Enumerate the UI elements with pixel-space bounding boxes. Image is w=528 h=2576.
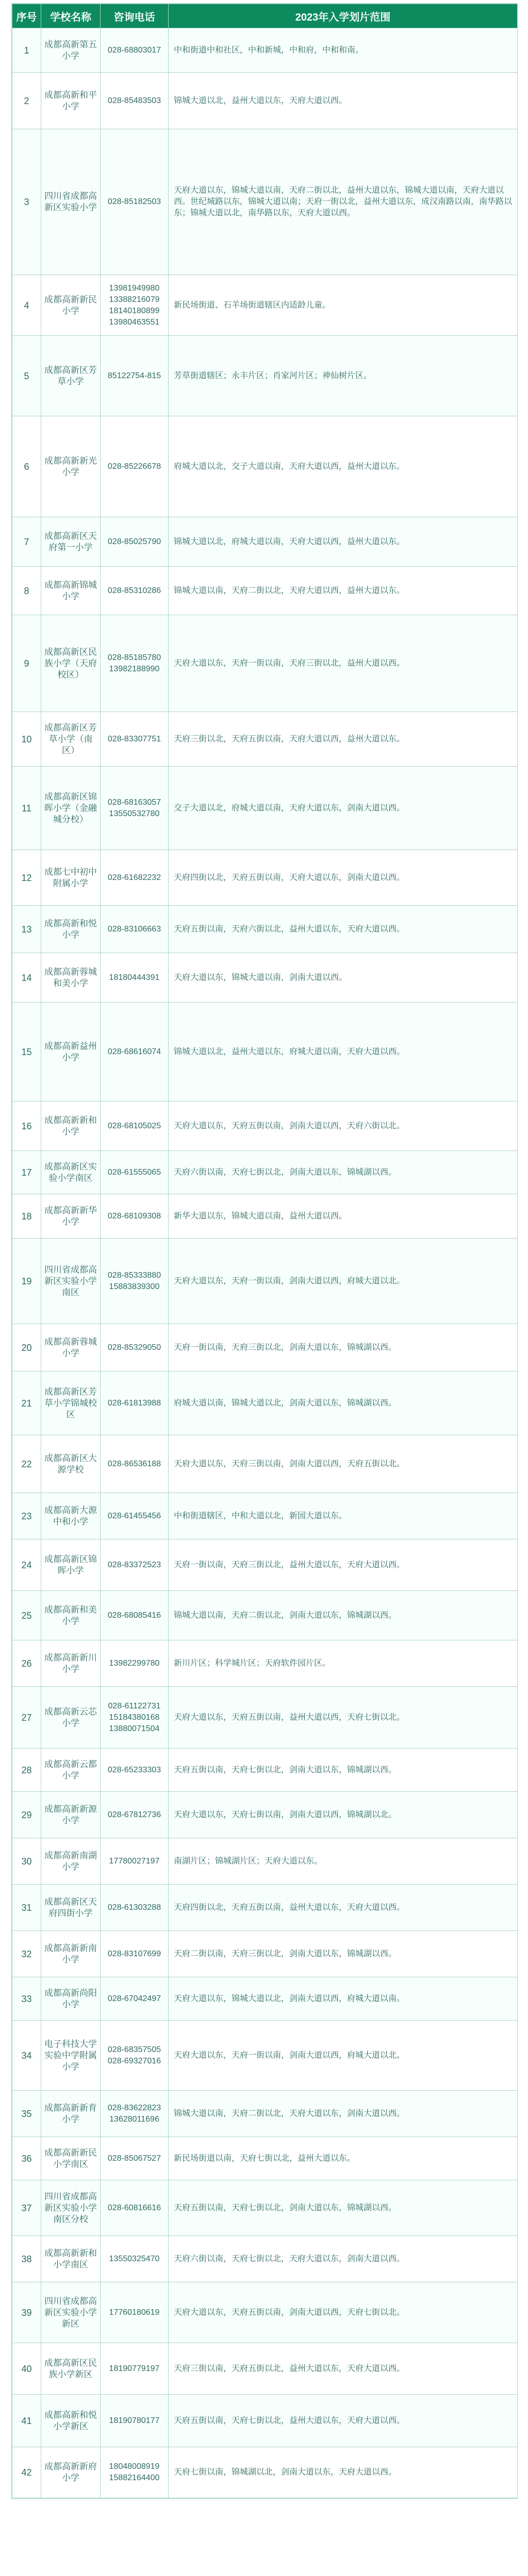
phone-cell: 028-68109308	[101, 1194, 169, 1239]
sequence-cell: 42	[12, 2447, 41, 2498]
sequence-cell: 23	[12, 1493, 41, 1539]
table-row	[12, 1687, 518, 1749]
table-row	[12, 1101, 518, 1151]
school-name-cell: 成都高新云芯小学	[41, 1687, 101, 1749]
sequence-cell: 2	[12, 73, 41, 129]
school-name-cell: 成都高新区芳草小学（南区）	[41, 712, 101, 767]
sequence-cell: 37	[12, 2180, 41, 2236]
enrollment-scope-cell: 锦城大道以南，天府二街以北，剑南大道以东，锦城湖以西。	[169, 1591, 518, 1640]
school-name-cell: 四川省成都高新区实验小学新区	[41, 2282, 101, 2343]
enrollment-scope-cell: 天府大道以东，锦城大道以南，剑南大道以西。	[169, 953, 518, 1003]
table-row	[12, 1493, 518, 1539]
school-name-cell: 成都七中初中附属小学	[41, 850, 101, 906]
school-name-cell: 电子科技大学实验中学附属小学	[41, 2021, 101, 2091]
table-row	[12, 1151, 518, 1194]
sequence-cell: 3	[12, 129, 41, 275]
table-row	[12, 73, 518, 129]
phone-cell: 028-85329050	[101, 1324, 169, 1371]
enrollment-scope-cell: 天府大道以东，锦城大道以南，天府二街以北，益州大道以东，锦城大道以南，天府大道以西。世纪城路以东，锦城大道以南；天府一街以北，益州大道以东，成汉南路以南，南华路以东；锦城大道以北，南华路以东，天府大道以西。	[169, 129, 518, 275]
school-name-cell: 成都高新区天府第一小学	[41, 517, 101, 567]
table-row	[12, 1591, 518, 1640]
phone-cell: 028-67812736	[101, 1792, 169, 1838]
phone-cell: 028-68105025	[101, 1101, 169, 1151]
phone-cell: 18190779197	[101, 2343, 169, 2395]
table-row	[12, 1239, 518, 1324]
school-name-cell: 成都高新新和小学	[41, 1101, 101, 1151]
enrollment-scope-cell: 天府五街以南，天府六街以北，益州大道以东，天府大道以西。	[169, 906, 518, 953]
sequence-cell: 24	[12, 1539, 41, 1591]
enrollment-scope-cell: 天府五街以南，天府七街以北，剑南大道以东，锦城湖以西。	[169, 1749, 518, 1792]
enrollment-scope-cell: 锦城大道以北，益州大道以东，府城大道以南，天府大道以西。	[169, 1003, 518, 1101]
enrollment-scope-cell: 天府大道以东，天府三街以南，剑南大道以西，天府五街以北。	[169, 1435, 518, 1493]
school-name-header: 学校名称	[41, 4, 101, 28]
school-name-cell: 成都高新蓉城和美小学	[41, 953, 101, 1003]
sequence-cell: 17	[12, 1151, 41, 1194]
enrollment-scope-cell: 天府四街以北，天府五街以南，益州大道以东，天府大道以西。	[169, 1885, 518, 1931]
table-body	[12, 28, 518, 2498]
school-name-cell: 成都高新大源中和小学	[41, 1493, 101, 1539]
phone-cell: 028-60816616	[101, 2180, 169, 2236]
school-name-cell: 成都高新区锦晖小学（金融城分校）	[41, 767, 101, 850]
phone-cell: 028-68163057 13550532780	[101, 767, 169, 850]
enrollment-scope-cell: 府城大道以北，交子大道以南，天府大道以西，益州大道以东。	[169, 416, 518, 517]
enrollment-scope-cell: 南湖片区；锦城湖片区；天府大道以东。	[169, 1838, 518, 1885]
sequence-header: 序号	[12, 4, 41, 28]
phone-cell: 028-68357505 028-69327016	[101, 2021, 169, 2091]
school-name-cell: 成都高新新光小学	[41, 416, 101, 517]
sequence-cell: 20	[12, 1324, 41, 1371]
phone-header: 咨询电话	[101, 4, 169, 28]
phone-cell: 028-85310286	[101, 567, 169, 615]
phone-cell: 13981949980 13388216079 18140180899 13980463551	[101, 275, 169, 336]
sequence-cell: 13	[12, 906, 41, 953]
table-row	[12, 2447, 518, 2498]
sequence-cell: 9	[12, 615, 41, 712]
enrollment-scope-cell: 天府二街以南，天府三街以北，剑南大道以东，锦城湖以西。	[169, 1931, 518, 1977]
enrollment-scope-cell: 锦城大道以南，天府二街以北，天府大道以西，益州大道以东。	[169, 567, 518, 615]
table-row	[12, 2282, 518, 2343]
sequence-cell: 35	[12, 2091, 41, 2137]
enrollment-scope-cell: 锦城大道以南，天府二街以北，天府大道以东，剑南大道以西。	[169, 2091, 518, 2137]
school-name-cell: 成都高新锦城小学	[41, 567, 101, 615]
enrollment-scope-cell: 天府五街以南，天府七街以北，剑南大道以东，锦城湖以西。	[169, 2180, 518, 2236]
enrollment-scope-cell: 府城大道以南，锦城大道以北，剑南大道以东，锦城湖以西。	[169, 1371, 518, 1435]
table-row	[12, 2236, 518, 2282]
table-row	[12, 416, 518, 517]
table-row	[12, 517, 518, 567]
phone-cell: 028-85025790	[101, 517, 169, 567]
enrollment-scope-cell: 天府三街以北，天府五街以南，天府大道以西，益州大道以东。	[169, 712, 518, 767]
sequence-cell: 31	[12, 1885, 41, 1931]
enrollment-scope-cell: 新华大道以东，锦城大道以南，益州大道以西。	[169, 1194, 518, 1239]
school-name-cell: 成都高新和平小学	[41, 73, 101, 129]
sequence-cell: 33	[12, 1977, 41, 2021]
school-name-cell: 成都高新新育小学	[41, 2091, 101, 2137]
school-name-cell: 成都高新新华小学	[41, 1194, 101, 1239]
table-row	[12, 1539, 518, 1591]
sequence-cell: 27	[12, 1687, 41, 1749]
phone-cell: 18048008919 15882164400	[101, 2447, 169, 2498]
table-row	[12, 1435, 518, 1493]
enrollment-scope-cell: 天府大道以东，天府一街以南，天府三街以北，益州大道以西。	[169, 615, 518, 712]
phone-cell: 028-83307751	[101, 712, 169, 767]
phone-cell: 028-85182503	[101, 129, 169, 275]
phone-cell: 18190780177	[101, 2395, 169, 2447]
sequence-cell: 15	[12, 1003, 41, 1101]
sequence-cell: 32	[12, 1931, 41, 1977]
school-name-cell: 成都高新新川小学	[41, 1640, 101, 1687]
sequence-cell: 29	[12, 1792, 41, 1838]
sequence-cell: 34	[12, 2021, 41, 2091]
phone-cell: 028-61555065	[101, 1151, 169, 1194]
school-name-cell: 成都高新第五小学	[41, 28, 101, 73]
enrollment-scope-cell: 中和街道中和社区，中和新城，中和府，中和和南。	[169, 28, 518, 73]
enrollment-scope-cell: 天府大道以东，天府五街以南，剑南大道以西，天府六街以北。	[169, 1101, 518, 1151]
sequence-cell: 5	[12, 336, 41, 416]
table-row	[12, 2091, 518, 2137]
enrollment-scope-cell: 天府三街以南，天府五街以北，益州大道以东，天府大道以西。	[169, 2343, 518, 2395]
sequence-cell: 21	[12, 1371, 41, 1435]
enrollment-scope-cell: 天府大道以东，锦城大道以北，剑南大道以西，府城大道以南。	[169, 1977, 518, 2021]
enrollment-scope-cell: 天府大道以东，天府一街以南，剑南大道以西，府城大道以北。	[169, 1239, 518, 1324]
table-row	[12, 1885, 518, 1931]
sequence-cell: 38	[12, 2236, 41, 2282]
school-enrollment-table-container	[11, 3, 518, 2499]
table-row	[12, 1749, 518, 1792]
phone-cell: 17780027197	[101, 1838, 169, 1885]
table-row	[12, 767, 518, 850]
phone-cell: 13982299780	[101, 1640, 169, 1687]
sequence-cell: 12	[12, 850, 41, 906]
enrollment-scope-cell: 锦城大道以北，府城大道以南，天府大道以西，益州大道以东。	[169, 517, 518, 567]
school-name-cell: 成都高新尚阳小学	[41, 1977, 101, 2021]
table-row	[12, 906, 518, 953]
phone-cell: 028-68085416	[101, 1591, 169, 1640]
table-row	[12, 336, 518, 416]
table-row	[12, 1640, 518, 1687]
table-row	[12, 129, 518, 275]
enrollment-scope-cell: 天府七街以南，锦城湖以北，剑南大道以东，天府大道以西。	[169, 2447, 518, 2498]
enrollment-scope-header: 2023年入学划片范围	[169, 4, 518, 28]
table-row	[12, 1371, 518, 1435]
school-name-cell: 成都高新区民族小学新区	[41, 2343, 101, 2395]
phone-cell: 028-65233303	[101, 1749, 169, 1792]
sequence-cell: 30	[12, 1838, 41, 1885]
table-row	[12, 1003, 518, 1101]
school-name-cell: 成都高新南湖小学	[41, 1838, 101, 1885]
school-name-cell: 成都高新新民小学	[41, 275, 101, 336]
table-row	[12, 1931, 518, 1977]
school-name-cell: 成都高新蓉城小学	[41, 1324, 101, 1371]
phone-cell: 028-61813988	[101, 1371, 169, 1435]
school-name-cell: 成都高新区大源学校	[41, 1435, 101, 1493]
school-name-cell: 四川省成都高新区实验小学南区分校	[41, 2180, 101, 2236]
sequence-cell: 19	[12, 1239, 41, 1324]
phone-cell: 028-85185780 13982188990	[101, 615, 169, 712]
sequence-cell: 16	[12, 1101, 41, 1151]
sequence-cell: 36	[12, 2137, 41, 2180]
sequence-cell: 26	[12, 1640, 41, 1687]
school-name-cell: 成都高新区天府四街小学	[41, 1885, 101, 1931]
phone-cell: 85122754-815	[101, 336, 169, 416]
table-row	[12, 1792, 518, 1838]
enrollment-scope-cell: 天府大道以东，天府七街以南，剑南大道以西，锦城湖以北。	[169, 1792, 518, 1838]
phone-cell: 028-85483503	[101, 73, 169, 129]
school-name-cell: 成都高新和美小学	[41, 1591, 101, 1640]
school-name-cell: 成都高新区芳草小学	[41, 336, 101, 416]
enrollment-scope-cell: 新民场街道以南，天府七街以北，益州大道以东。	[169, 2137, 518, 2180]
sequence-cell: 14	[12, 953, 41, 1003]
phone-cell: 028-67042497	[101, 1977, 169, 2021]
table-row	[12, 850, 518, 906]
enrollment-scope-cell: 天府一街以南，天府三街以北，剑南大道以东，锦城湖以西。	[169, 1324, 518, 1371]
phone-cell: 18180444391	[101, 953, 169, 1003]
sequence-cell: 39	[12, 2282, 41, 2343]
table-row	[12, 953, 518, 1003]
enrollment-scope-cell: 天府四街以北，天府五街以南，天府大道以东，剑南大道以西。	[169, 850, 518, 906]
school-name-cell: 成都高新新源小学	[41, 1792, 101, 1838]
table-row	[12, 2343, 518, 2395]
school-name-cell: 成都高新新民小学南区	[41, 2137, 101, 2180]
school-name-cell: 成都高新区民族小学（天府校区）	[41, 615, 101, 712]
enrollment-scope-cell: 天府大道以东，天府五街以南，剑南大道以西，天府七街以北。	[169, 2282, 518, 2343]
phone-cell: 028-83106663	[101, 906, 169, 953]
school-name-cell: 成都高新云都小学	[41, 1749, 101, 1792]
sequence-cell: 25	[12, 1591, 41, 1640]
table-row	[12, 615, 518, 712]
phone-cell: 028-85226678	[101, 416, 169, 517]
table-row	[12, 275, 518, 336]
phone-cell: 028-85333880 15883839300	[101, 1239, 169, 1324]
phone-cell: 028-83622823 13628011696	[101, 2091, 169, 2137]
enrollment-scope-cell: 天府六街以南，天府七街以北，剑南大道以东，锦城湖以西。	[169, 1151, 518, 1194]
sequence-cell: 1	[12, 28, 41, 73]
phone-cell: 028-86536188	[101, 1435, 169, 1493]
school-name-cell: 成都高新区芳草小学锦城校区	[41, 1371, 101, 1435]
table-row	[12, 1838, 518, 1885]
sequence-cell: 40	[12, 2343, 41, 2395]
sequence-cell: 41	[12, 2395, 41, 2447]
school-name-cell: 四川省成都高新区实验小学	[41, 129, 101, 275]
table-row	[12, 28, 518, 73]
sequence-cell: 8	[12, 567, 41, 615]
phone-cell: 028-61455456	[101, 1493, 169, 1539]
table-row	[12, 1977, 518, 2021]
phone-cell: 13550325470	[101, 2236, 169, 2282]
school-name-cell: 四川省成都高新区实验小学南区	[41, 1239, 101, 1324]
sequence-cell: 28	[12, 1749, 41, 1792]
enrollment-scope-cell: 锦城大道以北，益州大道以东，天府大道以西。	[169, 73, 518, 129]
enrollment-scope-cell: 天府大道以东，天府五街以南，益州大道以西，天府七街以北。	[169, 1687, 518, 1749]
enrollment-scope-cell: 中和街道辖区，中和大道以北，新园大道以东。	[169, 1493, 518, 1539]
table-header-row	[12, 4, 518, 28]
school-name-cell: 成都高新新府小学	[41, 2447, 101, 2498]
sequence-cell: 7	[12, 517, 41, 567]
sequence-cell: 6	[12, 416, 41, 517]
table-row	[12, 1324, 518, 1371]
phone-cell: 028-85067527	[101, 2137, 169, 2180]
table-row	[12, 2395, 518, 2447]
table-header	[12, 4, 518, 28]
phone-cell: 028-83107699	[101, 1931, 169, 1977]
sequence-cell: 4	[12, 275, 41, 336]
sequence-cell: 22	[12, 1435, 41, 1493]
enrollment-scope-cell: 天府大道以东，天府一街以南，剑南大道以西，府城大道以北。	[169, 2021, 518, 2091]
school-name-cell: 成都高新益州小学	[41, 1003, 101, 1101]
phone-cell: 028-83372523	[101, 1539, 169, 1591]
school-name-cell: 成都高新和悦小学新区	[41, 2395, 101, 2447]
sequence-cell: 11	[12, 767, 41, 850]
table-row	[12, 567, 518, 615]
school-name-cell: 成都高新新南小学	[41, 1931, 101, 1977]
school-name-cell: 成都高新和悦小学	[41, 906, 101, 953]
table-row	[12, 1194, 518, 1239]
phone-cell: 028-68616074	[101, 1003, 169, 1101]
phone-cell: 028-61303288	[101, 1885, 169, 1931]
phone-cell: 028-68803017	[101, 28, 169, 73]
enrollment-scope-cell: 新民场街道、石羊场街道辖区内适龄儿童。	[169, 275, 518, 336]
table-row	[12, 2180, 518, 2236]
table-row	[12, 2137, 518, 2180]
school-name-cell: 成都高新新和小学南区	[41, 2236, 101, 2282]
enrollment-scope-cell: 天府一街以南，天府三街以北，益州大道以东，天府大道以西。	[169, 1539, 518, 1591]
enrollment-scope-cell: 天府五街以南，天府七街以北，益州大道以东，天府大道以西。	[169, 2395, 518, 2447]
enrollment-scope-cell: 天府六街以南，天府七街以北，天府大道以东，剑南大道以西。	[169, 2236, 518, 2282]
sequence-cell: 10	[12, 712, 41, 767]
table-row	[12, 712, 518, 767]
school-name-cell: 成都高新区锦晖小学	[41, 1539, 101, 1591]
enrollment-scope-cell: 交子大道以北，府城大道以南，天府大道以东，剑南大道以西。	[169, 767, 518, 850]
table-row	[12, 2021, 518, 2091]
phone-cell: 17760180619	[101, 2282, 169, 2343]
enrollment-scope-cell: 芳草街道辖区；永丰片区；肖家河片区；神仙树片区。	[169, 336, 518, 416]
phone-cell: 028-61682232	[101, 850, 169, 906]
sequence-cell: 18	[12, 1194, 41, 1239]
enrollment-scope-cell: 新川片区；科学城片区；天府软件园片区。	[169, 1640, 518, 1687]
phone-cell: 028-61122731 15184380168 13880071504	[101, 1687, 169, 1749]
school-name-cell: 成都高新区实验小学南区	[41, 1151, 101, 1194]
school-enrollment-table	[12, 4, 518, 2498]
